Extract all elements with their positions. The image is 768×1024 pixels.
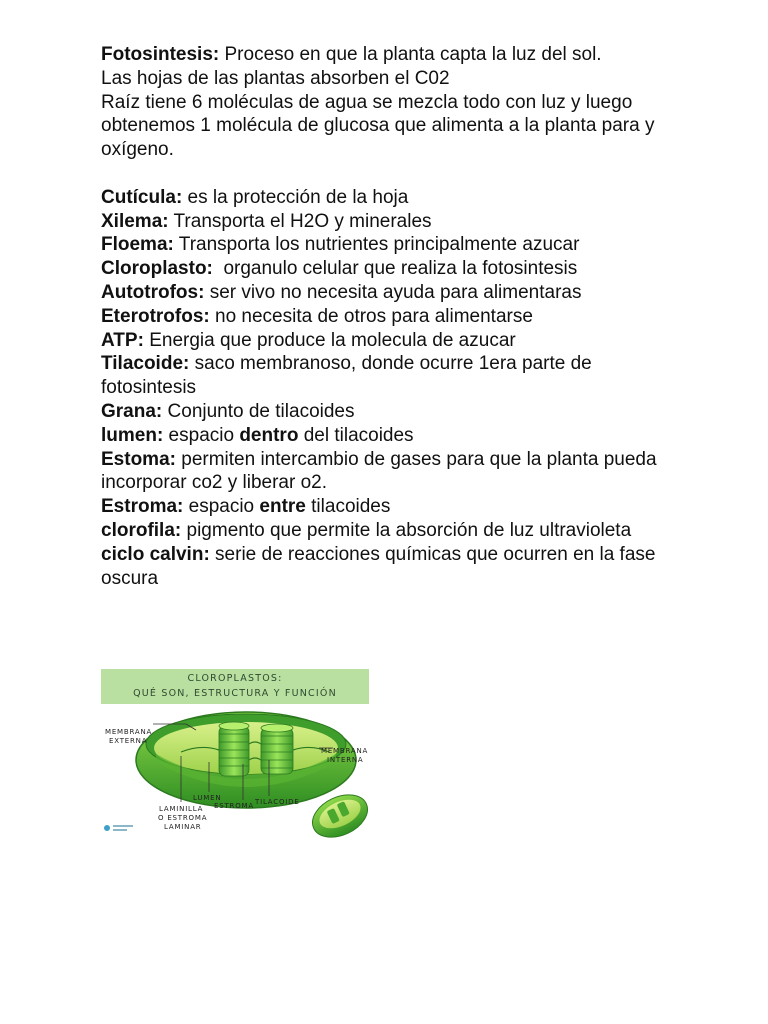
grana-stack-left: [219, 722, 249, 776]
term-label: ATP:: [101, 329, 144, 351]
glossary-entry-atp: [101, 329, 681, 353]
label-membrana-externa-1: MEMBRANA: [105, 728, 153, 736]
term-label: Fotosintesis:: [101, 44, 220, 65]
term-label: Floema:: [101, 234, 174, 256]
glossary-entry-xilema: [101, 210, 681, 234]
glossary-entry-estoma: [101, 448, 681, 496]
term-definition: Proceso en que la planta capta la luz del sol.: [219, 44, 602, 65]
label-tilacoide: TILACOIDE: [255, 798, 300, 806]
term-definition: serie de reacciones químicas que ocurren en la fase oscura: [101, 543, 656, 589]
term-label: Cutícula:: [101, 186, 183, 208]
glossary-entry-cuticula: [101, 186, 681, 210]
paragraph-fotosintesis: [101, 43, 681, 67]
label-membrana-externa-2: EXTERNA: [109, 737, 148, 745]
glossary-entry-tilacoide: [101, 352, 681, 400]
term-definition: ser vivo no necesita ayuda para alimentaras: [204, 281, 582, 303]
term-emphasis: entre: [259, 496, 306, 518]
glossary-entry-floema: [101, 233, 681, 257]
term-definition: Conjunto de tilacoides: [162, 400, 355, 422]
term-definition: organulo celular que realiza la fotosintesis: [212, 258, 578, 280]
term-definition: no necesita de otros para alimentarse: [209, 305, 533, 327]
term-label: Autotrofos:: [101, 281, 205, 303]
figure-subtitle: QUÉ SON, ESTRUCTURA Y FUNCIÓN: [133, 688, 337, 699]
glossary-entry-ciclo-calvin: [101, 543, 681, 591]
chloroplast-figure: [101, 669, 369, 841]
label-laminilla-2: O ESTROMA: [158, 814, 208, 822]
paragraph-raiz: [101, 91, 681, 162]
paragraph-text: Las hojas de las plantas absorben el C02: [101, 67, 450, 89]
term-definition-end: del tilacoides: [298, 424, 414, 446]
glossary-entry-estroma: [101, 495, 681, 519]
blank-line: [101, 162, 681, 186]
glossary-entry-eterotrofos: [101, 305, 681, 329]
term-label: Tilacoide:: [101, 353, 190, 375]
term-definition: es la protección de la hoja: [182, 186, 409, 208]
glossary-entry-clorofila: [101, 519, 681, 543]
grana-stack-right: [261, 724, 293, 774]
term-definition: Transporta el H2O y minerales: [168, 210, 432, 232]
glossary-entry-autotrofos: [101, 281, 681, 305]
term-definition: Transporta los nutrientes principalmente azucar: [173, 234, 580, 256]
term-emphasis: dentro: [239, 424, 299, 446]
term-label: Cloroplasto:: [101, 258, 213, 280]
term-definition: saco membranoso, donde ocurre 1era parte de fotosintesis: [101, 353, 592, 399]
term-definition: permiten intercambio de gases para que la planta pueda incorporar co2 y liberar o2.: [101, 448, 657, 494]
term-label: Eterotrofos:: [101, 305, 210, 327]
term-definition: pigmento que permite la absorción de luz ultravioleta: [181, 519, 632, 541]
label-laminilla-1: LAMINILLA: [159, 805, 204, 813]
glossary-entry-cloroplasto: [101, 257, 681, 281]
term-label: clorofila:: [101, 519, 182, 541]
paragraph-text: Raíz tiene 6 moléculas de agua se mezcla todo con luz y luego obtenemos 1 molécula de glucosa que alimenta a la planta para y oxígeno.: [101, 91, 655, 161]
term-definition: Energia que produce la molecula de azucar: [143, 329, 516, 351]
label-membrana-interna-1: MEMBRANA: [321, 747, 369, 755]
term-label: Xilema:: [101, 210, 169, 232]
label-lumen: LUMEN: [193, 794, 222, 802]
label-laminilla-3: LAMINAR: [164, 823, 202, 831]
figure-title: CLOROPLASTOS:: [187, 673, 283, 684]
term-definition: espacio: [183, 496, 260, 518]
glossary-entry-lumen: [101, 424, 681, 448]
term-definition-end: tilacoides: [305, 496, 391, 518]
glossary-entry-grana: [101, 400, 681, 424]
chloroplast-diagram: [101, 704, 369, 841]
label-estroma: ESTROMA: [214, 802, 254, 810]
notes-text: [101, 43, 681, 590]
term-label: ciclo calvin:: [101, 543, 210, 565]
term-label: lumen:: [101, 424, 164, 446]
term-definition: espacio: [163, 424, 240, 446]
figure-header: [101, 669, 369, 704]
term-label: Estroma:: [101, 496, 184, 518]
term-label: Grana:: [101, 400, 163, 422]
source-logo: [104, 825, 133, 831]
paragraph-hojas: [101, 67, 681, 91]
label-membrana-interna-2: INTERNA: [327, 756, 364, 764]
term-label: Estoma:: [101, 448, 176, 470]
